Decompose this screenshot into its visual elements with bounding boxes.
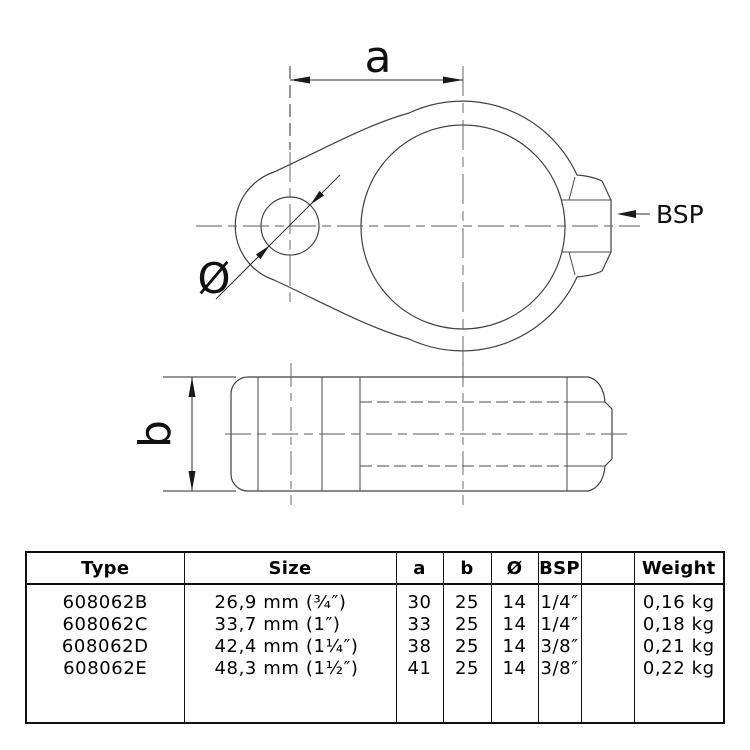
col-header-a: a — [396, 552, 443, 584]
diameter-symbol-label: Ø — [197, 254, 231, 303]
cell-a: 33 — [396, 614, 443, 636]
col-header-size: Size — [184, 552, 396, 584]
cell-spacer — [581, 658, 634, 680]
cell-diameter: 14 — [491, 584, 538, 614]
cell-bsp: 1/4″ — [538, 584, 581, 614]
cell-weight: 0,22 kg — [634, 658, 724, 680]
cell-weight: 0,18 kg — [634, 614, 724, 636]
cell-size: 48,3 mm (1½″) — [184, 658, 396, 680]
cell-bsp: 3/8″ — [538, 636, 581, 658]
table-row — [26, 614, 724, 636]
spec-table — [25, 551, 725, 724]
cell-spacer — [581, 614, 634, 636]
table-filler-row — [26, 680, 724, 723]
bsp-arrow-head — [617, 210, 636, 218]
cell-type: 608062B — [62, 592, 148, 613]
dimension-b — [130, 377, 236, 491]
dimension-a-label: a — [364, 32, 392, 83]
cell-bsp: 3/8″ — [538, 658, 581, 680]
col-header-bsp: BSP — [538, 552, 581, 584]
cell-size: 42,4 mm (1¼″) — [184, 636, 396, 658]
spec-table-header — [26, 552, 724, 584]
dimension-a-right-arrow — [443, 77, 463, 84]
col-header-diameter: Ø — [491, 552, 538, 584]
cell-type: 608062E — [63, 658, 148, 679]
cell-b: 25 — [443, 584, 491, 614]
dimension-b-bottom-arrow — [189, 471, 196, 491]
col-header-spacer — [581, 552, 634, 584]
cell-b: 25 — [443, 658, 491, 680]
top-view — [196, 32, 704, 382]
col-header-b: b — [443, 552, 491, 584]
dimension-b-label: b — [130, 420, 181, 448]
cell-a: 41 — [396, 658, 443, 680]
cell-spacer — [581, 584, 634, 614]
cell-weight: 0,21 kg — [634, 636, 724, 658]
cell-type: 608062C — [62, 614, 148, 635]
cell-type: 608062D — [61, 636, 149, 657]
cell-a: 30 — [396, 584, 443, 614]
cell-diameter: 14 — [491, 636, 538, 658]
cell-spacer — [581, 636, 634, 658]
cell-weight: 0,16 kg — [634, 584, 724, 614]
dimension-a — [290, 32, 463, 150]
col-header-type: Type — [26, 552, 184, 584]
cell-size: 33,7 mm (1″) — [184, 614, 396, 636]
bsp-label: BSP — [656, 200, 704, 229]
table-row — [26, 584, 724, 614]
cell-diameter: 14 — [491, 658, 538, 680]
cell-size: 26,9 mm (¾″) — [184, 584, 396, 614]
cell-diameter: 14 — [491, 614, 538, 636]
bsp-callout — [617, 200, 704, 229]
cell-b: 25 — [443, 614, 491, 636]
cell-b: 25 — [443, 636, 491, 658]
table-row — [26, 658, 724, 680]
cell-bsp: 1/4″ — [538, 614, 581, 636]
header-row — [26, 552, 724, 584]
dimension-b-top-arrow — [189, 377, 196, 397]
dimension-diameter — [197, 175, 340, 303]
dimension-a-left-arrow — [290, 77, 310, 84]
side-view — [130, 363, 627, 505]
cell-a: 38 — [396, 636, 443, 658]
table-row — [26, 636, 724, 658]
col-header-weight: Weight — [634, 552, 724, 584]
